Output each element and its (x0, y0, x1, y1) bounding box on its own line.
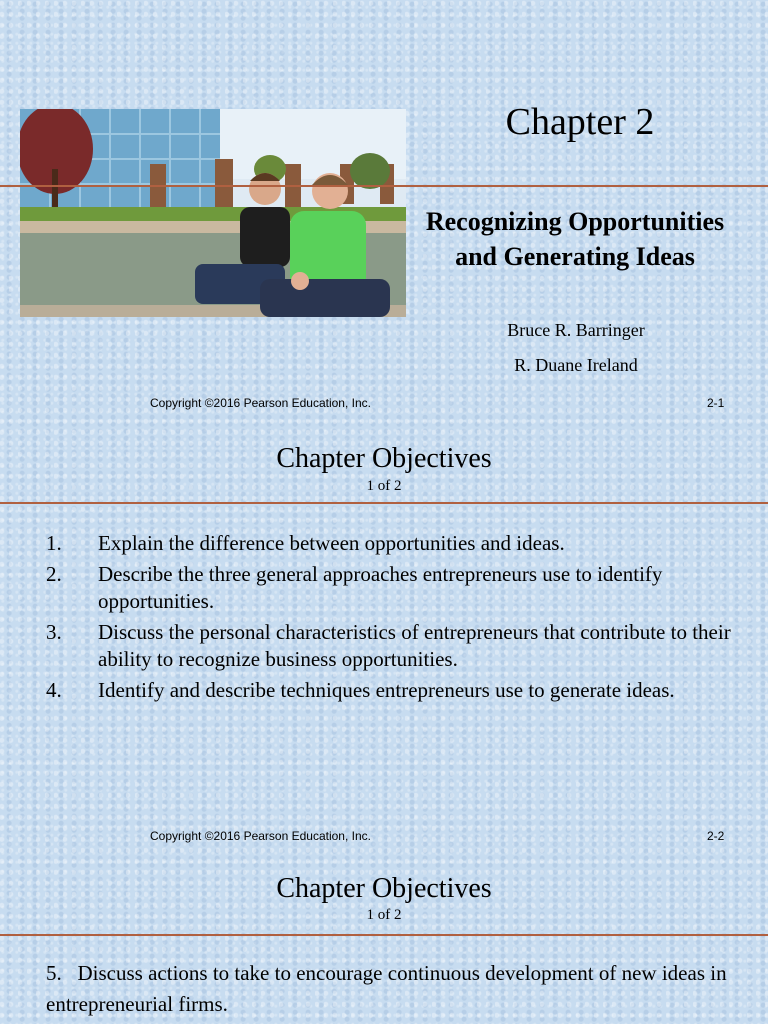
objective-number: 2. (46, 562, 62, 586)
chapter-subtitle: Recognizing Opportunities and Generating Ideas (425, 207, 725, 271)
author-1: Bruce R. Barringer (507, 320, 645, 340)
chapter-title: Chapter 2 (505, 101, 655, 143)
cover-photo (20, 109, 406, 317)
objective-number: 4. (46, 678, 62, 702)
objective-item (46, 561, 746, 615)
copyright-2: Copyright ©2016 Pearson Education, Inc. (150, 829, 371, 843)
slide-number-2: 2-2 (707, 829, 725, 843)
title-divider-1 (0, 185, 768, 187)
slide-number-1: 2-1 (707, 396, 725, 410)
objective-item (46, 677, 746, 704)
objective-text: Discuss actions to take to encourage continuous development of new ideas in entrepreneurial firms. (46, 961, 727, 1016)
objective-number: 3. (46, 620, 62, 644)
title-divider-2 (0, 502, 768, 504)
objectives-subtitle-2: 1 of 2 (366, 907, 402, 923)
objective-item (46, 530, 746, 557)
objectives-title-2: Chapter Objectives (276, 873, 492, 904)
author-2: R. Duane Ireland (514, 355, 638, 375)
objective-number: 5. (46, 961, 62, 985)
objective-number: 1. (46, 531, 62, 555)
objectives-subtitle: 1 of 2 (366, 478, 402, 494)
copyright-1: Copyright ©2016 Pearson Education, Inc. (150, 396, 371, 410)
title-divider-3 (0, 934, 768, 936)
objective-text: Describe the three general approaches entrepreneurs use to identify opportunities. (98, 562, 663, 613)
objective-item (46, 619, 746, 673)
objective-text: Explain the difference between opportunities and ideas. (98, 531, 565, 555)
objectives-title: Chapter Objectives (276, 443, 492, 474)
objective-item-5 (46, 958, 746, 1020)
objectives-list (46, 530, 746, 704)
objective-text: Discuss the personal characteristics of entrepreneurs that contribute to their ability to recognize business opportunities. (98, 620, 731, 671)
two-people-photo-icon (20, 109, 406, 317)
objective-text: Identify and describe techniques entrepreneurs use to generate ideas. (98, 678, 675, 702)
